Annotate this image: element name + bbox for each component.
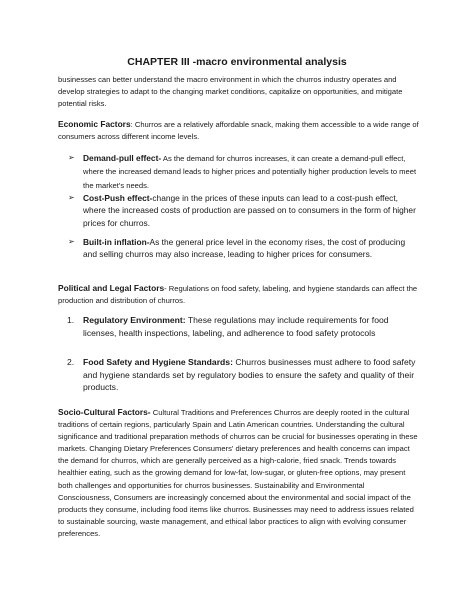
- bullet-title: Cost-Push effect-: [83, 193, 153, 203]
- arrow-bullet-icon: ➢: [68, 237, 75, 246]
- bullet-text: As the demand for churros increases, it can create a demand-pull effect, where the increased demand leads to higher prices and potentially higher production levels to meet the market's needs.: [83, 154, 417, 190]
- item-title: Food Safety and Hygiene Standards:: [83, 357, 233, 367]
- bullet-built-in-inflation: [68, 236, 421, 261]
- socio-cultural-text: Cultural Traditions and Preferences Churros are deeply rooted in the cultural traditions of certain regions, particularly Spain and Latin American countries. Understanding the cultural significance and traditional preparation methods of churros can be crucial for businesses operating in these markets. Changing Dietary Preferences Consumers' dietary preferences and health concerns can impact the demand for churros, which are generally perceived as a high-calorie, fried snack. Trends towards healthier eating, such as the growing demand for low-fat, low-sugar, or gluten-free options, may present both challenges and opportunities for churros businesses. Sustainability and Environmental Consciousness, Consumers are increasingly concerned about the environmental and social impact of the products they consume, including food items like churros. Businesses may need to address issues related to sustainable sourcing, waste management, and ethical labor practices to align with evolving consumer preferences.: [58, 408, 418, 538]
- item-text: Churros businesses must adhere to food safety and hygiene standards set by regulatory bodies to ensure the safety and quality of their products.: [83, 357, 416, 393]
- socio-cultural-heading: Socio-Cultural Factors-: [58, 407, 151, 417]
- chapter-title: CHAPTER III -macro environmental analysis: [127, 56, 347, 68]
- item-number: 2.: [67, 357, 75, 367]
- numbered-item-food-safety: [67, 356, 423, 394]
- item-number: 1.: [67, 315, 75, 325]
- bullet-title: Built-in inflation-: [83, 237, 150, 247]
- political-text: - Regulations on food safety, labeling, and hygiene standards can affect the production and distribution of churros.: [58, 284, 418, 306]
- economic-text: : Churros are a relatively affordable snack, making them accessible to a wide range of consumers across different income levels.: [58, 120, 419, 142]
- intro-paragraph: businesses can better understand the macro environment in which the churros industry operates and develop strategies to adapt to the changing market conditions, capitalize on opportunities, and mitigate potential risks.: [58, 75, 403, 109]
- political-heading: Political and Legal Factors: [58, 283, 165, 293]
- economic-heading: Economic Factors: [58, 119, 131, 129]
- bullet-text: As the general price level in the economy rises, the cost of producing and selling churros may also increase, leading to higher prices for consumers.: [83, 237, 406, 260]
- bullet-demand-pull: [68, 152, 421, 192]
- bullet-text: change in the prices of these inputs can lead to a cost-push effect, where the increased costs of production are passed on to consumers in the form of higher prices for churros.: [83, 193, 416, 228]
- socio-cultural-paragraph: [58, 406, 420, 540]
- arrow-bullet-icon: ➢: [68, 153, 75, 162]
- numbered-item-regulatory: [67, 314, 423, 339]
- bullet-cost-push: [68, 192, 421, 229]
- item-text: These regulations may include requirements for food licenses, health inspections, labeling, and adherence to food safety protocols: [83, 315, 389, 338]
- arrow-bullet-icon: ➢: [68, 193, 75, 202]
- item-title: Regulatory Environment:: [83, 315, 186, 325]
- bullet-title: Demand-pull effect-: [83, 153, 162, 163]
- economic-paragraph: [58, 118, 420, 143]
- political-paragraph: [58, 282, 420, 307]
